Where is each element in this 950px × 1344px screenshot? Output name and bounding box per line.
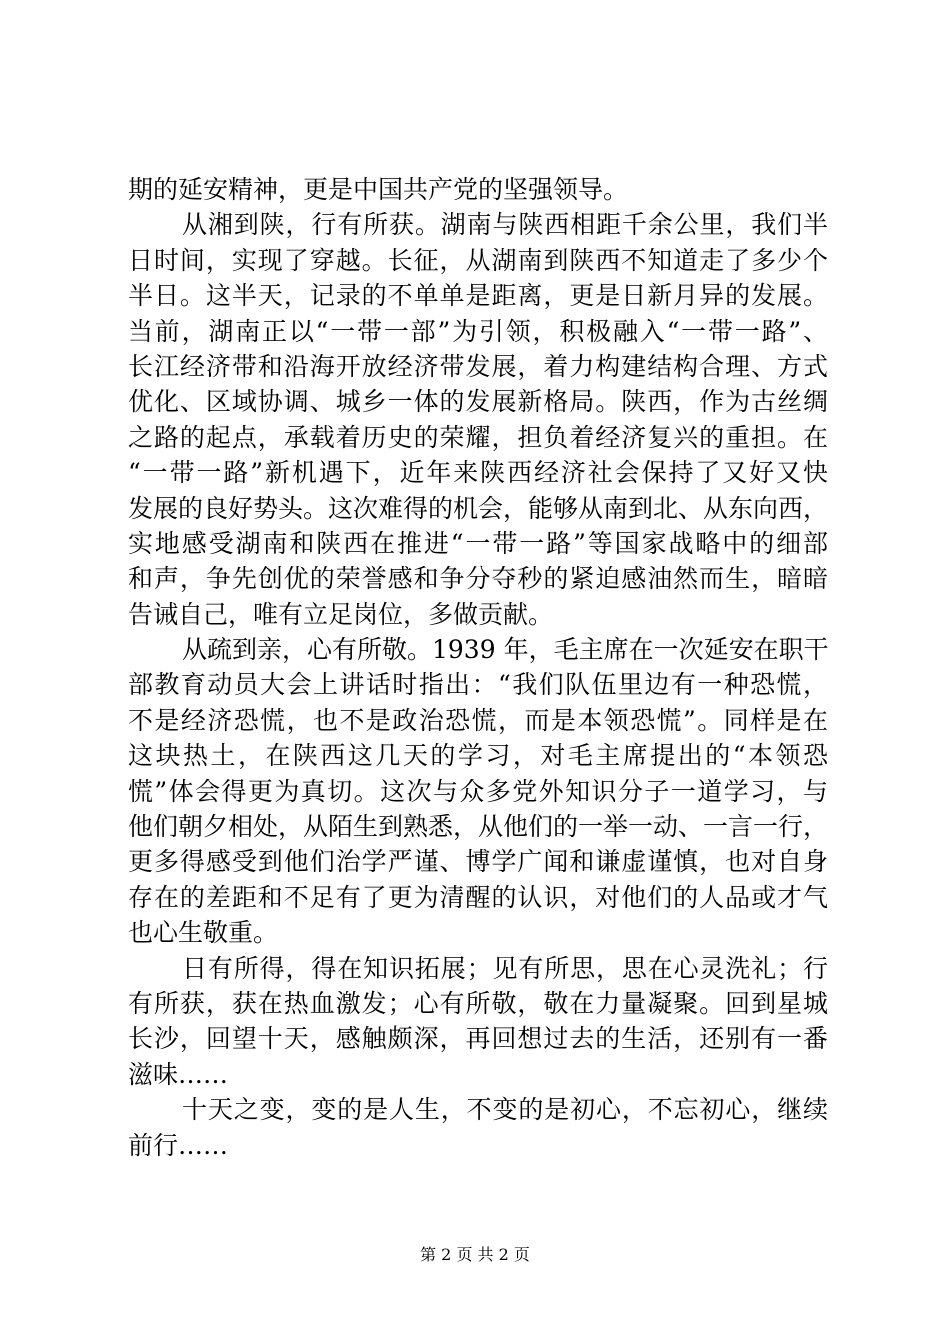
text-line: 半日。这半天，记录的不单单是距离，更是日新月异的发展。 <box>128 281 828 311</box>
text-line: 滋味…… <box>128 1059 229 1089</box>
text-line: “一带一路”新机遇下，近年来陕西经济社会保持了又好又快 <box>128 458 828 488</box>
text-line: 告诫自己，唯有立足岗位，多做贡献。 <box>128 599 554 629</box>
text-line: 也心生敬重。 <box>128 918 279 948</box>
text-line: 部教育动员大会上讲话时指出：“我们队伍里边有一种恐慌， <box>128 670 828 700</box>
text-line: 日有所得，得在知识拓展；见有所思，思在心灵洗礼；行 <box>182 953 828 983</box>
text-line: 优化、区域协调、城乡一体的发展新格局。陕西，作为古丝绸 <box>128 387 828 417</box>
text-line: 这块热土，在陕西这几天的学习，对毛主席提出的“本领恐 <box>128 741 828 771</box>
text-line: 从疏到亲，心有所敬。1939 年，毛主席在一次延安在职干 <box>182 635 829 665</box>
text-line: 不是经济恐慌，也不是政治恐慌，而是本领恐慌”。同样是在 <box>128 705 828 735</box>
text-line: 前行…… <box>128 1130 229 1160</box>
text-line: 长江经济带和沿海开放经济带发展，着力构建结构合理、方式 <box>128 351 828 381</box>
text-line: 当前，湖南正以“一带一部”为引领，积极融入“一带一路”、 <box>128 316 828 346</box>
text-line: 从湘到陕，行有所获。湖南与陕西相距千余公里，我们半 <box>182 210 828 240</box>
text-line: 存在的差距和不足有了更为清醒的认识，对他们的人品或才气 <box>128 882 828 912</box>
text-line: 实地感受湖南和陕西在推进“一带一路”等国家战略中的细部 <box>128 528 828 558</box>
page-footer: 第 2 页 共 2 页 <box>420 1245 530 1264</box>
text-line: 之路的起点，承载着历史的荣耀，担负着经济复兴的重担。在 <box>128 422 828 452</box>
text-line: 日时间，实现了穿越。长征，从湖南到陕西不知道走了多少个 <box>128 245 828 275</box>
text-line: 他们朝夕相处，从陌生到熟悉，从他们的一举一动、一言一行， <box>128 812 829 842</box>
text-line: 长沙，回望十天，感触颇深，再回想过去的生活，还别有一番 <box>128 1024 828 1054</box>
text-line: 发展的良好势头。这次难得的机会，能够从南到北、从东向西， <box>128 493 829 523</box>
text-line: 有所获，获在热血激发；心有所敬，敬在力量凝聚。回到星城 <box>128 988 828 1018</box>
text-line: 和声，争先创优的荣誉感和争分夺秒的紧迫感油然而生，暗暗 <box>128 564 828 594</box>
document-body <box>128 172 828 1163</box>
text-line: 十天之变，变的是人生，不变的是初心，不忘初心，继续 <box>182 1095 828 1125</box>
text-line: 更多得感受到他们治学严谨、博学广闻和谦虚谨慎，也对自身 <box>128 847 828 877</box>
text-line: 期的延安精神，更是中国共产党的坚强领导。 <box>128 175 629 204</box>
text-line: 慌”体会得更为真切。这次与众多党外知识分子一道学习，与 <box>128 776 828 806</box>
